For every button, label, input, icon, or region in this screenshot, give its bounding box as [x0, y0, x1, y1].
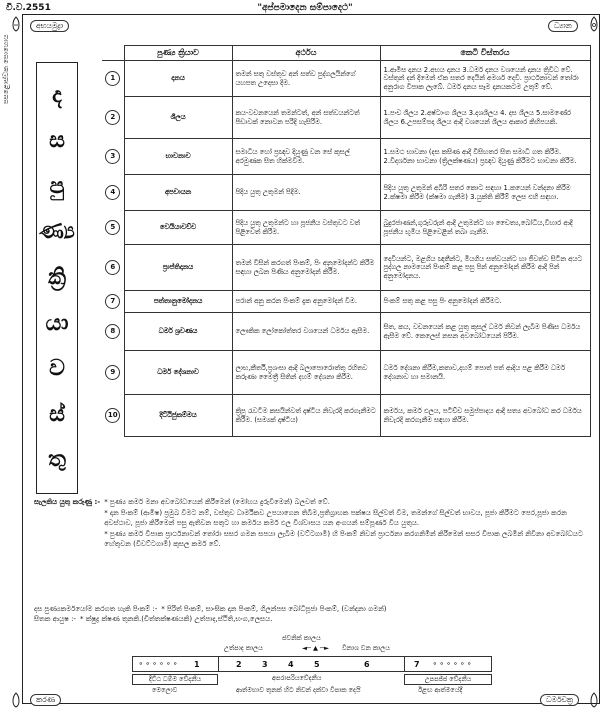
middle-label: අපරාපරියවේදනීය [272, 674, 322, 682]
col-header-meaning: අර්ථය [232, 46, 380, 61]
notes-label: සැලකිය යුතු කරුණු :- [34, 498, 101, 506]
activity-detail: 1.සමථ භාවනා (දස කසිණ ආදී විසිහතර සිත සමාධි ගත කිරීම. 2.විදර්ශනා භාවනා (ත්‍රිලක්ෂණය) ප්‍රඥව දියුණු කිරීමට භාවනා කිරීම. [380, 139, 590, 175]
activity-meaning: තමන් විසින් කරගත් පිංකම්, පිං අනුමෝදන්ට කිරීම සඳහා ලබන පිණිය අනුමෝදන් කිරීම. [232, 245, 380, 291]
title-char: ද [52, 82, 62, 108]
notes-section [34, 498, 594, 551]
activity-detail: කර්මය, කර්ම ඵලය, පටිච්ච සමුප්පාදය ආදී සත්‍ය අවබෝධ කර ධර්මය නිවැරදි කරගැනීම සඳහා කිරීම. [380, 395, 590, 437]
activity-name: දිට්ඨිජුකම්මය [124, 395, 232, 437]
diagram-arrow-left: උත්පාද කාලය [224, 644, 263, 652]
title-char: ණ්‍ය [39, 219, 75, 245]
activity-detail: 1.පංච ශීලය 2.අෂ්ටාංග ශීලය 3.දශශීලය 4. දස ශීලය 5.සාමණේර ශීලය 6.උපසම්පදා ශීලය ආදී වශයෙන් ශීලය ආකාර කිහිපයකි. [380, 97, 590, 139]
col-header-detail: කෙටි විස්තරය [380, 46, 590, 61]
cell-number: 4 [288, 660, 294, 669]
table-row [102, 211, 590, 245]
merit-events-text: * පිරිත් පිංකම්, සාංඝික දාන පිංකම්, ගිලන්පස බෝධිපූජා පිංකම්, (වන්දනා ගමන්) [161, 605, 387, 613]
right-box-label: උපපජ්ජ වේදනීය [404, 674, 492, 685]
activity-meaning: ලාභ,කීර්ති,ප්‍රශංසා ආදී බලාපොරොත්තු රහිතව කරුණා මෛත්‍රී සිතින් දහම් දේශනා කිරීම. [232, 351, 380, 395]
activity-meaning: කය-වචනයෙන් තමන්ටත්, අන් සත්වයන්ටත් පීඩාවක් නොවන පරිදි හැසිරීම. [232, 97, 380, 139]
mind-lifespan-text: * ක්ෂුද්‍ර ක්ෂණ තුනකි.(චිත්තක්ෂණයකි) උත්පාද,ස්ථිති,භංග,ලෙසය. [79, 615, 273, 623]
row-number: 6 [105, 260, 120, 275]
activity-name: ධර්ම දේශනාව [124, 351, 232, 395]
title-char: ක්‍රි [48, 264, 66, 290]
cell-number: 6 [364, 660, 370, 669]
col-header-activity: පුණ්‍ය ක්‍රියාව [124, 46, 232, 61]
table-row [102, 313, 590, 351]
header-motto: "අප්පමාදෙන සම්පාදෙථ" [257, 3, 353, 13]
note-item: * දාන පිංකම් (ආමිෂ) ප්‍රමුඛ වීමට නම්, වස්තුව ධාර්මිකව උපයාගෙන තිබීම,ප්‍රතිග්‍රාහක පක්ෂය සිල්වත් වීම, තමන්ගේ සිල්වත් භාවය, පූජා කිරීමට පෙර,පූජා කරන අවස්ථාව, පූජා කිරීමෙන් පසු ඇතිවන සතුට හා කර්මය කර්ම ඵල විශ්වාසය යන අංගයන් සම්පූර්ණ විය යුතුය. [104, 509, 567, 527]
corner-label-top-left: අභයමුද්‍රා [30, 20, 69, 32]
activity-meaning: ක්‍රිපු රැවටීම කසයින්වත් දෘෂ්ටිය නිවැරදි කරගැනීමට කිරීම. (සම්‍යක් දෘෂ්ටිය) [232, 395, 380, 437]
hand-icon [586, 692, 602, 708]
cell-number: 5 [314, 660, 320, 669]
hand-icon [8, 692, 24, 708]
page-ref: වි.ව.2551 [6, 3, 51, 13]
merit-events-label: දස පුණ්‍යකර්මයෝම කරගත හැකි පිංකම් :- [34, 605, 158, 613]
bottom-lines [34, 604, 594, 624]
activity-name: ශීලය [124, 97, 232, 139]
row-number: 8 [105, 324, 120, 339]
table-row [102, 61, 590, 97]
corner-label-top-right: ධ්‍යාන [548, 20, 578, 32]
activity-detail: දෙවියන්ට, මළගිය ඥාතීන්ට, මියගිය සත්වයන්ට හා ජීවත්ව සිටින අයට පුද්ගල නාමයෙන් පිංකම් කළ පසු පින් අනුමෝදන් කිරීම ආදී පින් අනුමෝදනය. [380, 245, 590, 291]
row-number: 10 [105, 408, 120, 423]
under-right-label: ඊළඟ ආත්මයේදී [418, 686, 463, 694]
activity-meaning: සමාධිය හෝ ප්‍රඥව දියුණු වන සේ කුසල් අරමුණක සිත හික්මවීම. [232, 139, 380, 175]
title-char: යා [45, 310, 69, 336]
table-row [102, 351, 590, 395]
table-row [102, 245, 590, 291]
activity-detail: සිත, කය, වචනයෙන් කළ යුතු කුසල් ධර්ම නිවන් ලැබීම පිණිස ධර්මය ඇසීම වේ. කෙලෙස් නසන අවබෝධයෙන් පිරීම. [380, 313, 590, 351]
table-row [102, 97, 590, 139]
row-number: 4 [105, 185, 120, 200]
table-row [102, 175, 590, 211]
activity-meaning: ලෞකික ලෝකෝත්තර වශයෙන් ධර්මය ඇසීම. [232, 313, 380, 351]
title-char: ස් [49, 401, 65, 427]
title-char: ස [49, 128, 65, 154]
table-row [102, 395, 590, 437]
cell-number: 1 [194, 660, 200, 669]
activity-detail: ධර්ම දේශනා කිරීම,කතාව,දහම් පොත් පත් ආදිය පළ කිරීම ධර්ම දේශනාව හා සමානයි. [380, 351, 590, 395]
row-number: 2 [105, 110, 120, 125]
activity-name: ප්‍රාප්තිදානය [124, 245, 232, 291]
row-number: 5 [105, 220, 120, 235]
title-char: තු [48, 447, 66, 473]
activity-detail: පිදිය යුතු උතුමන් අබිරි සතර කොට සඳහා 1.කයෙන් වන්දනා කිරීම 2.ක්ෂමා කිරීම (ක්ෂමා ගැනීම) 3.යුක්ති කිරීම් ලෙස එහි සඳහා. [380, 175, 590, 211]
row-number: 1 [105, 71, 120, 86]
corner-label-bottom-right: ධර්මචක්‍ර [540, 694, 579, 706]
table-row [102, 139, 590, 175]
arrow-icon: ◄─ ▲ ─► [302, 644, 329, 652]
cell-number: 7 [414, 660, 420, 669]
note-item: * පුණ්‍ය කර්ම විපාක ප්‍රාර්ථනාවන් තෝරා සසර ගමන සපයා ලැබීම (වට්ටගාමී) හි පිංකම් නිවන් ප්‍රාර්ථනා කරගනිමින් කිරීමෙන් සසර විපාක ලබමින් නිවීනා අවබෝධයට හේතුවන (විවට්ටගාමී) කුසල කර්ම වේ. [104, 530, 583, 548]
activity-detail: පිංකම් සතු කළ පසු පිං අනුමෝදන් කිරීමට. [380, 291, 590, 313]
activity-detail: 1.ආමිස දානය 2.අභය දානය 3.ධර්ම දානය වශයෙන් දානය ත්‍රිවිධ වේ. වස්තුන් දන් දීමෙන් ඒක සතර දෙයින් අමර්ශ දෙවී. ප්‍රාර්ථනාවන් තෝරා අනුරාග විපාක ලැබේ. ධර්ම දානය සෑම දානයකටම උතුම් වේ. [380, 61, 590, 97]
javana-diagram: ජවනික් කාලය උත්පාද කාලය ◄─ ▲ ─► විනාශ වන කාලය ⚬⚬⚬⚬⚬⚬ 1 2 3 4 5 6 7 ⚬⚬⚬⚬⚬⚬ දිට්ඨ ධම්ම වේදනීය අපරාපරියවේදනීය උපපජ්ජ වේදනීය මෙලොව ආත්මභාව තුනක් හිට නිවන් දක්වා විපාක දෙයි ඊළඟ ආත්මයේදී [132, 634, 492, 696]
diagram-top-label: ජවනික් කාලය [282, 634, 321, 642]
under-center-label: ආත්මභාව තුනක් හිට නිවන් දක්වා විපාක දෙයි [236, 686, 361, 694]
title-char: පු [49, 173, 65, 199]
mind-lifespan-label: සිතක ආයුෂ :- [34, 615, 76, 623]
activity-meaning: තමන් සතු වස්තුව අන් සත්ව පුද්ගලයින්ගේ යහපත උදෙසා දීම. [232, 61, 380, 97]
activity-name: දානය [124, 61, 232, 97]
row-number: 3 [105, 149, 120, 164]
diagram-arrow-right: විනාශ වන කාලය [342, 644, 390, 652]
table-row [102, 291, 590, 313]
activity-detail: බුදුරජාණන්,ගුරුවරුන් ආදී උතුමන්ට හා චෛත්‍ය,බෝධිය,විහාර ආදී පූජනීය භූමිය පිළිවෙළින් තබා ගැනීම. [380, 211, 590, 245]
side-label: පසළොස්වක පොහොය [2, 34, 10, 104]
activity-name: පත්තානුමෝදනය [124, 291, 232, 313]
activity-meaning: පරාන් අනු කරන පිංකම් දැක අනුමෝදන් වීම. [232, 291, 380, 313]
activity-meaning: පිදිය යුතු උතුමන් පිදීම. [232, 175, 380, 211]
title-char: ව [49, 356, 65, 382]
under-left-label: මෙලොව [152, 686, 178, 694]
hand-icon [8, 16, 24, 32]
cell-number: 3 [262, 660, 268, 669]
row-number: 7 [105, 294, 120, 309]
activity-name: ධර්ම ශ්‍රවණය [124, 313, 232, 351]
hand-icon [586, 16, 602, 32]
activity-meaning: පිදිය යුතු උතුමන්ට හා පූජනීය වස්තුවට වත් පිළිවෙත් කිරීම. [232, 211, 380, 245]
activity-name: වෙයියාවච්ච [124, 211, 232, 245]
note-item: * පුණ්‍ය කර්ම මනා අවබෝධයෙන් කිරීමෙන් (මෝහය දුරුවීමෙන්) බලවත් වේ. [104, 498, 330, 506]
row-number: 9 [105, 365, 120, 380]
activity-name: අපචායන [124, 175, 232, 211]
corner-label-bottom-left: කරණ [30, 694, 61, 706]
activity-name: භාවනාව [124, 139, 232, 175]
left-box-label: දිට්ඨ ධම්ම වේදනීය [132, 674, 218, 685]
merit-table [102, 45, 591, 437]
cell-number: 2 [236, 660, 242, 669]
vertical-title [36, 62, 78, 494]
